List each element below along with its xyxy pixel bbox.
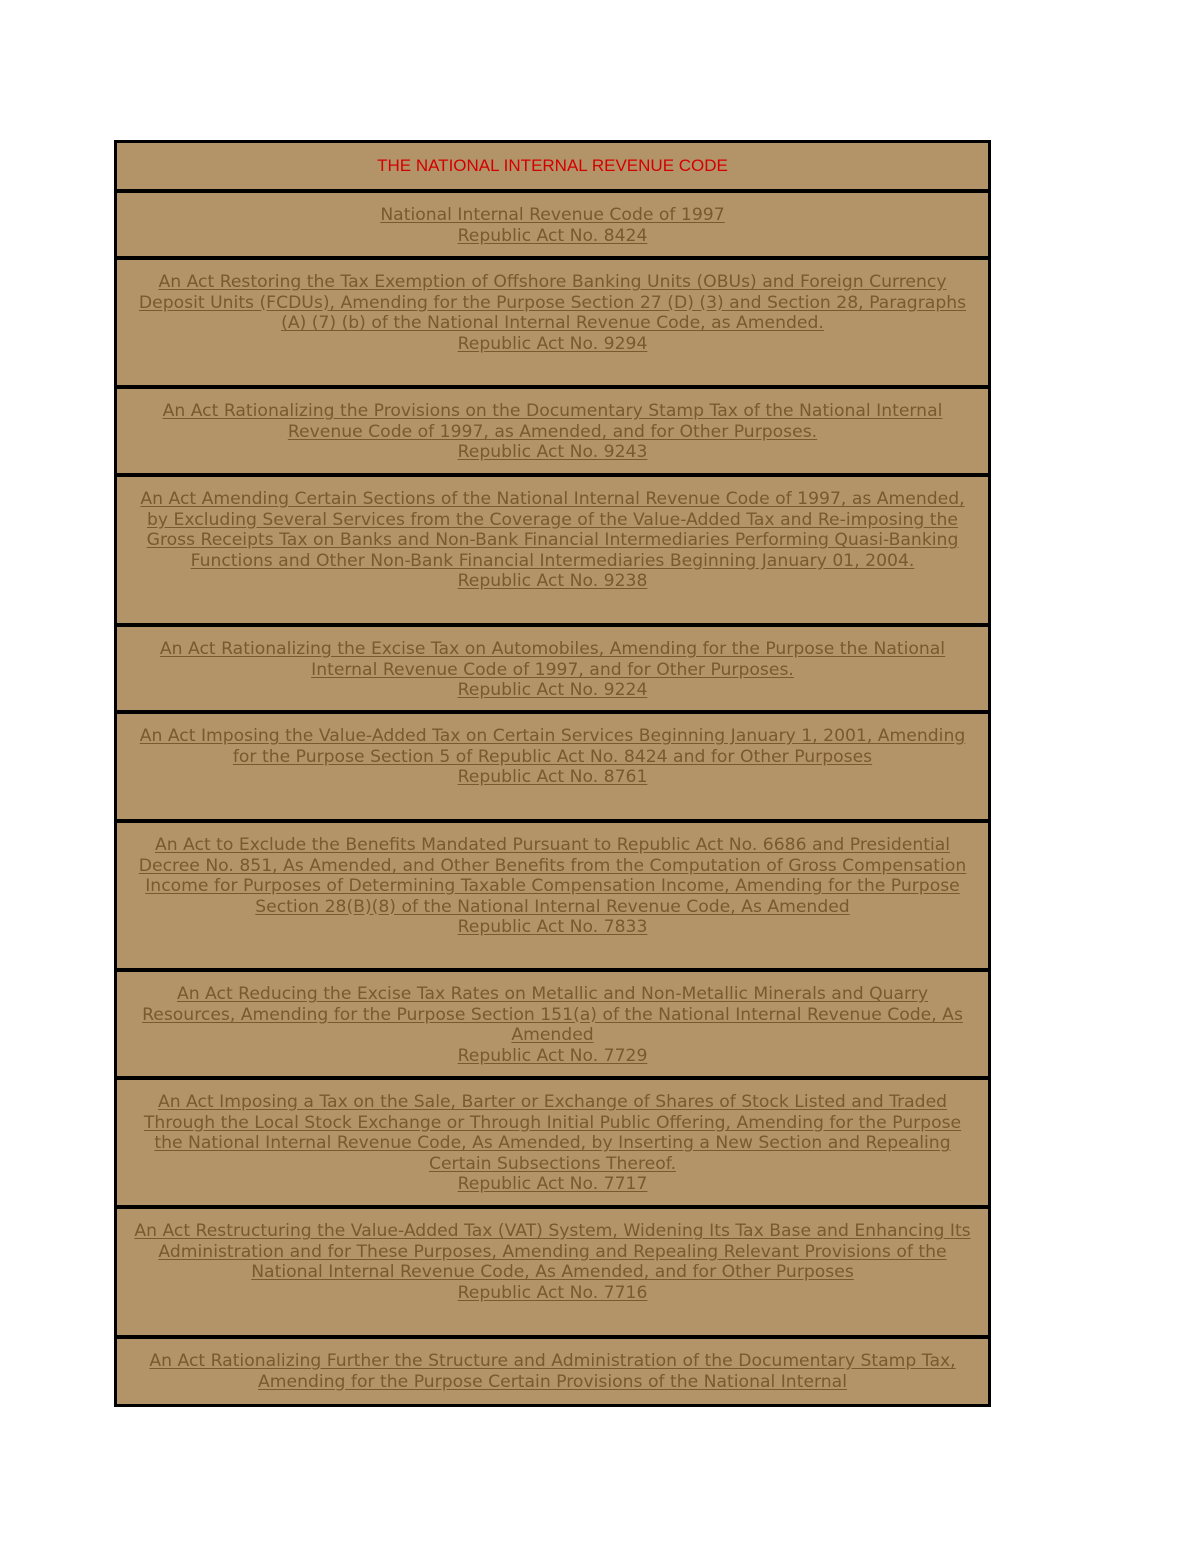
act-title-link[interactable]: An Act Restoring the Tax Exemption of Offshore Banking Units (OBUs) and Foreign Currency Deposit Units (FCDUs), Amending for the Purpose Section 27 (D) (3) and Section 28, Paragraphs (A) (7) (b) of the National Internal Revenue Code, as Amended. (138, 272, 967, 333)
table-header-row (117, 143, 988, 193)
act-title-link[interactable]: An Act Restructuring the Value-Added Tax (VAT) System, Widening Its Tax Base and Enhancing Its Administration and for These Purposes, Amending and Repealing Relevant Provisions of the National Internal Revenue Code, As Amended, and for Other Purposes (134, 1221, 971, 1282)
act-title-link[interactable]: An Act Reducing the Excise Tax Rates on Metallic and Non-Metallic Minerals and Quarry Resources, Amending for the Purpose Section 151(a) of the National Internal Revenue Code, As Amended (142, 984, 963, 1045)
table-row (117, 193, 988, 260)
republic-act-link[interactable]: Republic Act No. 8761 (457, 767, 648, 787)
act-title-link[interactable]: An Act Imposing a Tax on the Sale, Barter or Exchange of Shares of Stock Listed and Traded Through the Local Stock Exchange or Through Initial Public Offering, Amending for the Purpose the National Internal Revenue Code, As Amended, by Inserting a New Section and Repealing Certain Subsections Thereof. (143, 1092, 962, 1174)
act-title-link[interactable]: An Act Rationalizing the Excise Tax on Automobiles, Amending for the Purpose the National Internal Revenue Code of 1997, and for Other Purposes. (159, 639, 946, 680)
table-row (117, 260, 988, 389)
table-row (117, 1209, 988, 1339)
table-row (117, 714, 988, 823)
republic-act-link[interactable]: Republic Act No. 7717 (457, 1174, 648, 1194)
table-row (117, 823, 988, 972)
act-title-link[interactable]: An Act Imposing the Value-Added Tax on Certain Services Beginning January 1, 2001, Amending for the Purpose Section 5 of Republic Act No. 8424 and for Other Purposes (139, 726, 966, 767)
table-row (117, 1339, 988, 1407)
table-row (117, 627, 988, 714)
table-row (117, 972, 988, 1080)
act-title-link[interactable]: An Act Rationalizing Further the Structure and Administration of the Documentary Stamp Tax, Amending for the Purpose Certain Provisions of the National Internal (149, 1351, 956, 1392)
republic-act-link[interactable]: Republic Act No. 9243 (457, 442, 648, 462)
table-row (117, 477, 988, 627)
republic-act-link[interactable]: Republic Act No. 7729 (457, 1045, 648, 1066)
table-row (117, 1080, 988, 1209)
republic-act-link[interactable]: Republic Act No. 9294 (457, 333, 648, 354)
republic-act-link[interactable]: Republic Act No. 9224 (457, 680, 648, 700)
act-title-link[interactable]: National Internal Revenue Code of 1997 (380, 205, 725, 225)
revenue-code-table (114, 140, 991, 1407)
table-row (117, 389, 988, 477)
act-title-link[interactable]: An Act to Exclude the Benefits Mandated Pursuant to Republic Act No. 6686 and Presidential Decree No. 851, As Amended, and Other Benefits from the Computation of Gross Compensation Income for Purposes of Determining Taxable Compensation Income, Amending for the Purpose Section 28(B)(8) of the National Internal Revenue Code, As Amended (138, 835, 967, 917)
republic-act-link[interactable]: Republic Act No. 8424 (457, 225, 648, 246)
republic-act-link[interactable]: Republic Act No. 9238 (457, 571, 648, 591)
republic-act-link[interactable]: Republic Act No. 7833 (457, 917, 648, 937)
republic-act-link[interactable]: Republic Act No. 7716 (457, 1282, 648, 1303)
act-title-link[interactable]: An Act Rationalizing the Provisions on the Documentary Stamp Tax of the National Internal Revenue Code of 1997, as Amended, and for Other Purposes. (162, 401, 943, 442)
act-title-link[interactable]: An Act Amending Certain Sections of the National Internal Revenue Code of 1997, as Amended, by Excluding Several Services from the Coverage of the Value-Added Tax and Re-imposing the Gross Receipts Tax on Banks and Non-Bank Financial Intermediaries Performing Quasi-Banking Functions and Other Non-Bank Financial Intermediaries Beginning January 01, 2004. (140, 489, 965, 571)
table-title: THE NATIONAL INTERNAL REVENUE CODE (377, 156, 728, 175)
